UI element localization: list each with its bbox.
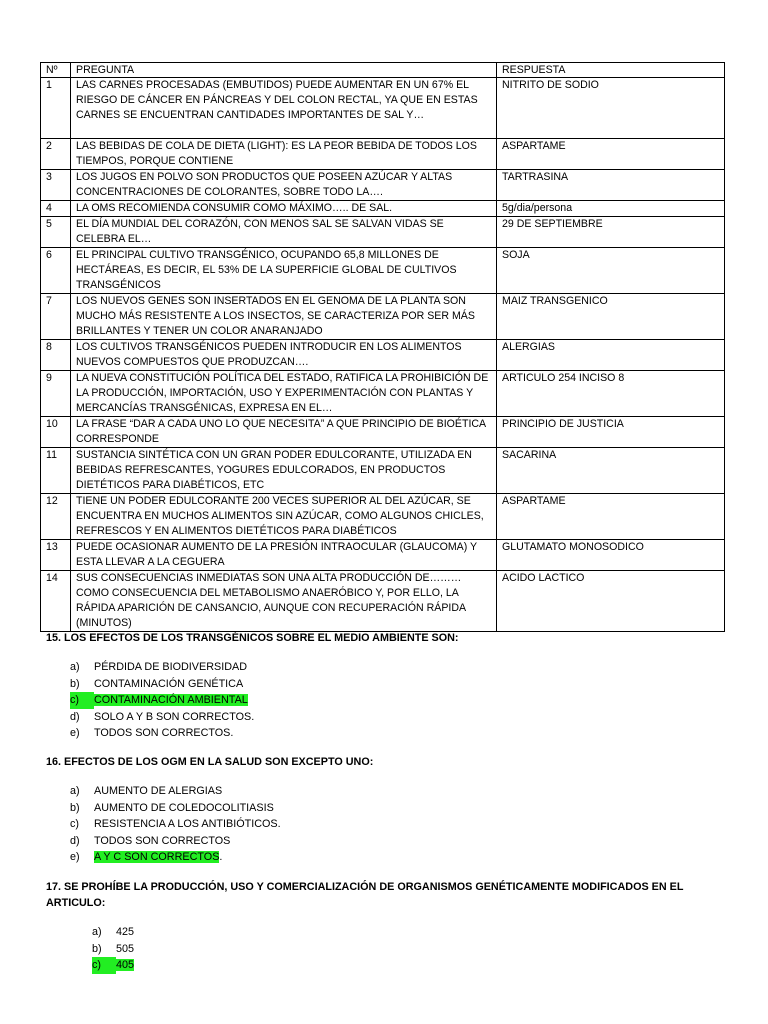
row-answer: MAIZ TRANSGENICO — [497, 294, 725, 340]
table-row — [41, 217, 725, 248]
row-number: 1 — [41, 78, 71, 139]
table-header-row — [41, 63, 725, 78]
option-letter: b) — [92, 942, 102, 955]
option-e — [46, 725, 726, 742]
option-a — [46, 924, 726, 941]
question-16-options — [46, 783, 726, 866]
option-text: AUMENTO DE ALERGIAS — [94, 785, 223, 797]
row-answer: 29 DE SEPTIEMBRE — [497, 217, 725, 248]
option-letter: c) — [70, 692, 94, 709]
question-17-options — [46, 924, 726, 974]
table-row — [41, 201, 725, 217]
table-row — [41, 78, 725, 139]
row-number: 6 — [41, 248, 71, 294]
row-answer: NITRITO DE SODIO — [497, 78, 725, 139]
row-number: 5 — [41, 217, 71, 248]
option-b — [46, 800, 726, 817]
question-15 — [46, 630, 726, 742]
option-a — [46, 659, 726, 676]
option-letter: b) — [70, 677, 80, 690]
option-letter: d) — [70, 710, 80, 723]
option-letter: c) — [92, 957, 116, 974]
row-number: 13 — [41, 540, 71, 571]
row-answer: ARTICULO 254 INCISO 8 — [497, 371, 725, 417]
option-d — [46, 709, 726, 726]
option-text: CONTAMINACIÓN GENÉTICA — [94, 677, 244, 690]
option-letter: a) — [70, 785, 80, 797]
row-question: LOS JUGOS EN POLVO SON PRODUCTOS QUE POSEEN AZÚCAR Y ALTAS CONCENTRACIONES DE COLORANTES, SOBRE TODO LA…. — [71, 170, 497, 201]
option-letter: e) — [70, 727, 80, 740]
row-question: LA FRASE “DAR A CADA UNO LO QUE NECESITA” A QUE PRINCIPIO DE BIOÉTICA CORRESPONDE — [71, 417, 497, 448]
table-row — [41, 139, 725, 170]
row-answer: ASPARTAME — [497, 139, 725, 170]
question-answer-table — [40, 62, 725, 632]
question-15-options — [46, 659, 726, 742]
header-answer: RESPUESTA — [497, 63, 725, 78]
row-number: 14 — [41, 571, 71, 632]
table-row — [41, 448, 725, 494]
table-row — [41, 417, 725, 448]
table-row — [41, 340, 725, 371]
question-17 — [46, 879, 726, 974]
question-15-title: 15. LOS EFECTOS DE LOS TRANSGÉNICOS SOBRE EL MEDIO AMBIENTE SON: — [46, 632, 459, 644]
row-answer: PRINCIPIO DE JUSTICIA — [497, 417, 725, 448]
row-number: 8 — [41, 340, 71, 371]
row-number: 10 — [41, 417, 71, 448]
row-number: 3 — [41, 170, 71, 201]
header-number: Nº — [41, 63, 71, 78]
row-question: PUEDE OCASIONAR AUMENTO DE LA PRESIÓN INTRAOCULAR (GLAUCOMA) Y ESTA LLEVAR A LA CEGUERA — [71, 540, 497, 571]
row-question: SUSTANCIA SINTÉTICA CON UN GRAN PODER EDULCORANTE, UTILIZADA EN BEBIDAS REFRESCANTES, YOGURES EDULCORADOS, EN PRODUCTOS DIETÉTICOS PARA DIABÉTICOS, ETC — [71, 448, 497, 494]
option-c — [46, 692, 726, 709]
table-row — [41, 170, 725, 201]
option-text: PÉRDIDA DE BIODIVERSIDAD — [94, 661, 247, 673]
option-text: SOLO A Y B SON CORRECTOS. — [94, 710, 255, 723]
option-a — [46, 783, 726, 800]
option-c — [46, 816, 726, 833]
table-row — [41, 248, 725, 294]
row-answer: SACARINA — [497, 448, 725, 494]
row-question: TIENE UN PODER EDULCORANTE 200 VECES SUPERIOR AL DEL AZÚCAR, SE ENCUENTRA EN MUCHOS ALIMENTOS SIN AZÚCAR, COMO ALGUNOS CHICLES, REFRESCOS Y EN ALIMENTOS DIETÉTICOS PARA DIABÉTICOS — [71, 494, 497, 540]
option-letter: e) — [70, 851, 80, 864]
option-text: RESISTENCIA A LOS ANTIBIÓTICOS. — [94, 818, 281, 831]
option-text: 425 — [116, 926, 135, 938]
table-row — [41, 371, 725, 417]
option-text-highlighted: 405 — [116, 959, 135, 972]
row-question: LA OMS RECOMIENDA CONSUMIR COMO MÁXIMO….. DE SAL. — [71, 201, 497, 217]
row-number: 2 — [41, 139, 71, 170]
table-row — [41, 540, 725, 571]
row-answer: 5g/dia/persona — [497, 201, 725, 217]
option-letter: a) — [92, 926, 102, 938]
table-row — [41, 294, 725, 340]
row-number: 12 — [41, 494, 71, 540]
header-question: PREGUNTA — [71, 63, 497, 78]
row-question: LAS BEBIDAS DE COLA DE DIETA (LIGHT): ES LA PEOR BEBIDA DE TODOS LOS TIEMPOS, PORQUE CONTIENE — [71, 139, 497, 170]
row-answer: GLUTAMATO MONOSODICO — [497, 540, 725, 571]
option-text: TODOS SON CORRECTOS. — [94, 727, 234, 740]
row-question: EL PRINCIPAL CULTIVO TRANSGÉNICO, OCUPANDO 65,8 MILLONES DE HECTÁREAS, ES DECIR, EL 53% DE LA SUPERFICIE GLOBAL DE CULTIVOS TRANSGÉNICOS — [71, 248, 497, 294]
row-answer: ACIDO LACTICO — [497, 571, 725, 632]
option-letter: b) — [70, 801, 80, 814]
row-number: 11 — [41, 448, 71, 494]
option-c — [46, 957, 726, 974]
row-question: LA NUEVA CONSTITUCIÓN POLÍTICA DEL ESTADO, RATIFICA LA PROHIBICIÓN DE LA PRODUCCIÓN, IMPORTACIÓN, USO Y EXPERIMENTACIÓN CON PLANTAS Y MERCANCÍAS TRANSGÉNICAS, EXPRESA EN EL… — [71, 371, 497, 417]
option-e — [46, 849, 726, 866]
option-b — [46, 941, 726, 958]
option-letter: a) — [70, 661, 80, 673]
row-number: 9 — [41, 371, 71, 417]
row-answer: ASPARTAME — [497, 494, 725, 540]
row-question: EL DÍA MUNDIAL DEL CORAZÓN, CON MENOS SAL SE SALVAN VIDAS SE CELEBRA EL… — [71, 217, 497, 248]
question-16 — [46, 754, 726, 866]
row-number: 4 — [41, 201, 71, 217]
option-text-highlighted: A Y C SON CORRECTOS — [94, 851, 220, 864]
option-b — [46, 676, 726, 693]
option-letter: d) — [70, 834, 80, 847]
row-question: LOS NUEVOS GENES SON INSERTADOS EN EL GENOMA DE LA PLANTA SON MUCHO MÁS RESISTENTE A LOS INSECTOS, SE CARACTERIZA POR SER MÁS BRILLANTES Y TENER UN COLOR ANARANJADO — [71, 294, 497, 340]
option-d — [46, 833, 726, 850]
row-answer: TARTRASINA — [497, 170, 725, 201]
row-question: SUS CONSECUENCIAS INMEDIATAS SON UNA ALTA PRODUCCIÓN DE……… COMO CONSECUENCIA DEL METABOLISMO ANAERÓBICO Y, POR ELLO, LA RÁPIDA APARICIÓN DE CANSANCIO, AUNQUE CON RECUPERACIÓN RÁPIDA (MINUTOS) — [71, 571, 497, 632]
option-text: TODOS SON CORRECTOS — [94, 834, 231, 847]
option-letter: c) — [70, 818, 79, 831]
question-16-title: 16. EFECTOS DE LOS OGM EN LA SALUD SON EXCEPTO UNO: — [46, 756, 374, 768]
row-answer: ALERGIAS — [497, 340, 725, 371]
question-17-title: 17. SE PROHÍBE LA PRODUCCIÓN, USO Y COMERCIALIZACIÓN DE ORGANISMOS GENÉTICAMENTE MODIFICADOS EN EL ARTICULO: — [46, 881, 684, 909]
option-trailing-period: . — [219, 851, 223, 864]
row-answer: SOJA — [497, 248, 725, 294]
option-text: AUMENTO DE COLEDOCOLITIASIS — [94, 801, 274, 814]
option-text-highlighted: CONTAMINACIÓN AMBIENTAL — [94, 694, 248, 707]
table-row — [41, 571, 725, 632]
row-number: 7 — [41, 294, 71, 340]
row-question: LAS CARNES PROCESADAS (EMBUTIDOS) PUEDE AUMENTAR EN UN 67% EL RIESGO DE CÁNCER EN PÁNCREAS Y DEL COLON RECTAL, YA QUE EN ESTAS CARNES SE ENCUENTRAN CANTIDADES IMPORTANTES DE SAL Y… — [71, 78, 497, 139]
table-row — [41, 494, 725, 540]
option-text: 505 — [116, 942, 135, 955]
row-question: LOS CULTIVOS TRANSGÉNICOS PUEDEN INTRODUCIR EN LOS ALIMENTOS NUEVOS COMPUESTOS QUE PRODUZCAN…. — [71, 340, 497, 371]
